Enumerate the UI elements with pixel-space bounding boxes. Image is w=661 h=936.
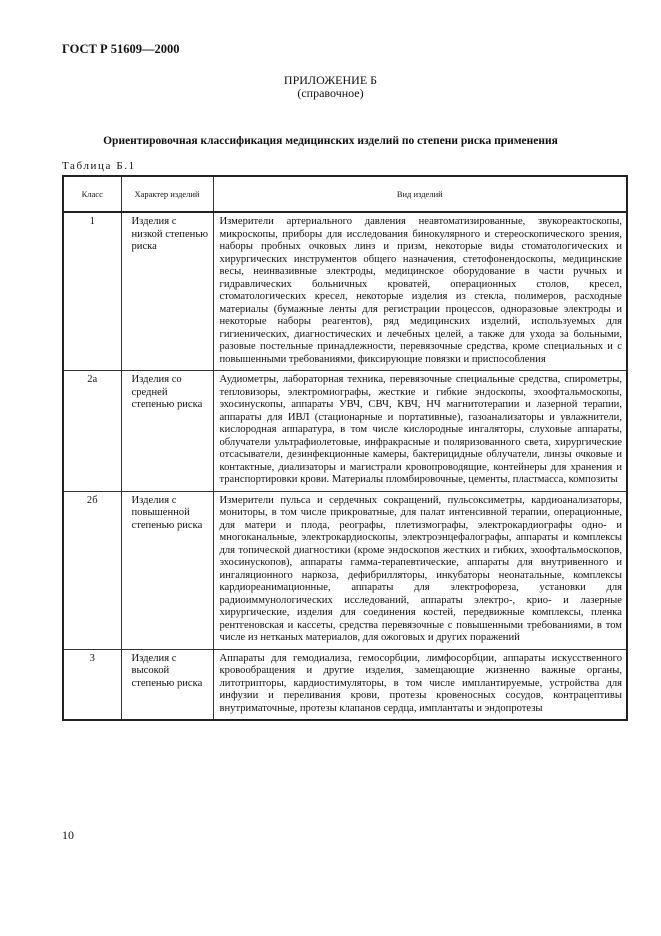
- kind-cell: Измерители пульса и сердечных сокращений, пульсоксиметры, кардиоанализаторы, мониторы, в том числе прикроватные, для палат интенсивной терапии, операционные, для матери и плода, реографы, плетизмографы, электрокардиографы одно- и многоканальные, электрокардиоскопы, электроэнцефалографы, аппараты и комплексы для топической диагностики (кроме эндоскопов жестких и гибких, эхоофтальмоскопов, эхосинускопов), аппараты гамма-терапевтические, аппараты для внутривенного и ингаляционного наркоза, дефибрилляторы, инкубаторы неонатальные, комплексы кардиореанимационные, аппараты для электрофореза, установки для радиоиммунологических исследований, аппараты электро-, крио- и лазерные хирургические, изделия для соединения костей, передвижные комплексы, пленка рентгеновская и кассеты, средства перевязочные с повышенными требованиями, в том числе из нетканых материалов, для ожоговых и других поражений: [213, 491, 627, 649]
- kind-cell: Измерители артериального давления неавтоматизированные, звукореактоскопы, микроскопы, приборы для исследования бинокулярного и стереоскопического зрения, наборы пробных очковых линз и призм, некоторые виды стоматологических и хирургических инструментов общего назначения, стетофонендоскопы, медицинские весы, неинвазивные электроды, медицинское оборудование в части ручных и гидравлических больничных кроватей, операционных столов, кресел, стоматологических кресел, некоторые изделия из стекла, полимеров, расходные материалы (бумажные ленты для регистрации процессов, одноразовые электроды и некоторые наборы реагентов), ряд медицинских изделий, используемых для гигиенических, диагностических и лечебных целей, а также для ухода за больными, разовые постельные принадлежности, перевязочные средства, кроме специальных и с повышенными требованиями, фиксирующие повязки и приспособления: [213, 212, 627, 371]
- kind-cell: Аппараты для гемодиализа, гемосорбции, лимфосорбции, аппараты искусственного кровообращения и другие изделия, замещающие жизненно важные органы, литотрипторы, кардиостимуляторы, в том числе имплантируемые, устройства для инфузии и переливания крови, протезы кровеносных сосудов, контрацептивы внутриматочные, протезы клапанов сердца, имплантаты и эндопротезы: [213, 649, 627, 720]
- table-row: [63, 371, 627, 492]
- class-cell: 2б: [63, 491, 121, 649]
- class-cell: 1: [63, 212, 121, 371]
- kind-cell: Аудиометры, лабораторная техника, перевязочные специальные средства, спирометры, тепловизоры, электромиографы, жесткие и гибкие эндоскопы, эхоофтальмоскопы, эхосинускопы, аппараты УВЧ, СВЧ, КВЧ, НЧ магнитотерапии и лазерной терапии, аппараты для ИВЛ (стационарные и портативные), газоанализаторы и увлажнители, кислородная аппаратура, в том числе кислородные ингаляторы, слуховые аппараты, облучатели ультрафиолетовые, инфракрасные и поляризованного света, хирургические отсасыватели, дезинфекционные камеры, бактерицидные облучатели, линзы очковые и контактные, диализаторы и магистрали кровопроводящие, контейнеры для хранения и транспортировки крови. Материалы пломбировочные, цементы, пластмасса, композиты: [213, 371, 627, 492]
- appendix-block: [0, 74, 661, 100]
- page-number: 10: [62, 828, 74, 842]
- table-header-row: [63, 176, 627, 212]
- table-label: Таблица Б.1: [62, 160, 136, 172]
- risk-cell: Изделия со средней степенью риска: [121, 371, 213, 492]
- risk-cell: Изделия с низкой степенью риска: [121, 212, 213, 371]
- column-header-class: Класс: [63, 176, 121, 212]
- table-row: [63, 491, 627, 649]
- section-heading: Ориентировочная классификация медицинских изделий по степени риска применения: [103, 135, 558, 147]
- class-cell: 3: [63, 649, 121, 720]
- classification-table: [62, 175, 628, 721]
- risk-cell: Изделия с повышенной степенью риска: [121, 491, 213, 649]
- appendix-title: ПРИЛОЖЕНИЕ Б: [283, 73, 378, 87]
- appendix-note: (справочное): [297, 86, 364, 100]
- column-header-risk: Характер изделий: [121, 176, 213, 212]
- table-row: [63, 212, 627, 371]
- table-row: [63, 649, 627, 720]
- standard-number: ГОСТ Р 51609—2000: [62, 42, 180, 56]
- column-header-kind: Вид изделий: [213, 176, 627, 212]
- class-cell: 2а: [63, 371, 121, 492]
- risk-cell: Изделия с высокой степенью риска: [121, 649, 213, 720]
